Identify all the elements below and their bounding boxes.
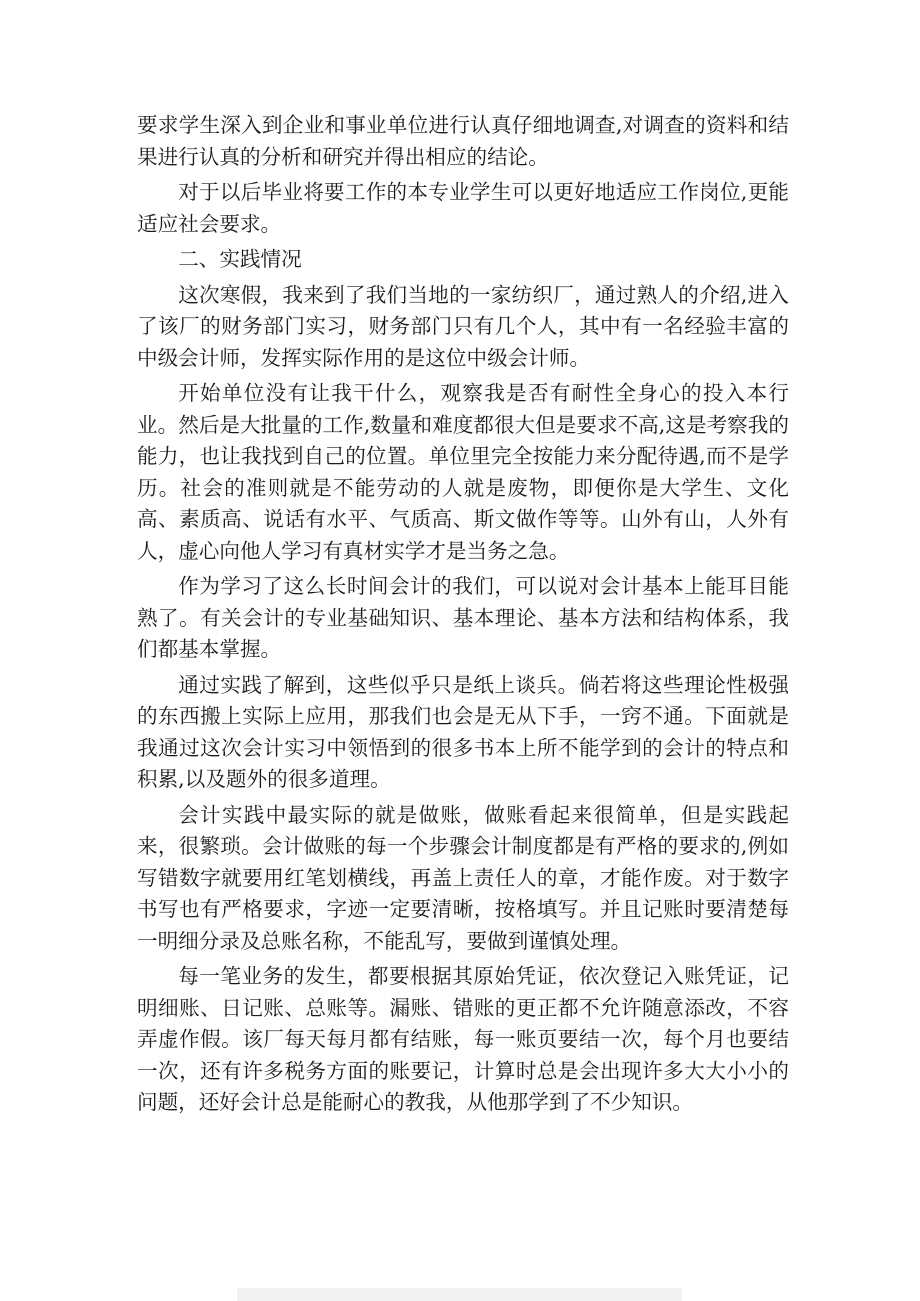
paragraph-bookkeeping: 会计实践中最实际的就是做账，做账看起来很简单，但是实践起来，很繁琐。会计做账的每一个步骤会计制度都是有严格的要求的,例如写错数字就要用红笔划横线，再盖上责任人的章，才能作废。对于数字书写也有严格要求，字迹一定要清晰，按格填写。并且记账时要清楚每一明细分录及总账名称，不能乱写，要做到谨慎处理。 [137,802,789,953]
paragraph-accounting-study: 作为学习了这么长时间会计的我们，可以说对会计基本上能耳目能熟了。有关会计的专业基础知识、基本理论、基本方法和结构体系，我们都基本掌握。 [137,574,789,661]
footer-bar [237,1288,682,1301]
paragraph-transactions: 每一笔业务的发生，都要根据其原始凭证，依次登记入账凭证，记明细账、日记账、总账等。漏账、错账的更正都不允许随意添改，不容弄虚作假。该厂每天每月都有结账，每一账页要结一次，每个月也要结一次，还有许多税务方面的账要记，计算时总是会出现许多大大小小的问题，还好会计总是能耐心的教我，从他那学到了不少知识。 [137,964,789,1114]
paragraph-winter-break: 这次寒假，我来到了我们当地的一家纺织厂，通过熟人的介绍,进入了该厂的财务部门实习，财务部门只有几个人，其中有一名经验丰富的中级会计师，发挥实际作用的是这位中级会计师。 [137,282,789,370]
paragraph-theory-practice: 通过实践了解到，这些似乎只是纸上谈兵。倘若将这些理论性极强的东西搬上实际上应用，那我们也会是无从下手，一窍不通。下面就是我通过这次会计实习中领悟到的很多书本上所不能学到的会计的特点和积累,以及题外的很多道理。 [137,672,789,791]
paragraph-continuation: 要求学生深入到企业和事业单位进行认真仔细地调查,对调查的资料和结果进行认真的分析和研究并得出相应的结论。 [137,113,789,169]
paragraph-workplace: 开始单位没有让我干什么，观察我是否有耐性全身心的投入本行业。然后是大批量的工作,数量和难度都很大但是要求不高,这是考察我的能力，也让我找到自己的位置。单位里完全按能力来分配待遇,而不是学历。社会的准则就是不能劳动的人就是废物，即便你是大学生、文化高、素质高、说话有水平、气质高、斯文做作等等。山外有山，人外有人，虚心向他人学习有真材实学才是当务之急。 [137,381,789,563]
section-heading-practice: 二、实践情况 [178,247,302,271]
document-body [137,110,789,1123]
paragraph-adaptation: 对于以后毕业将要工作的本专业学生可以更好地适应工作岗位,更能适应社会要求。 [137,180,789,236]
